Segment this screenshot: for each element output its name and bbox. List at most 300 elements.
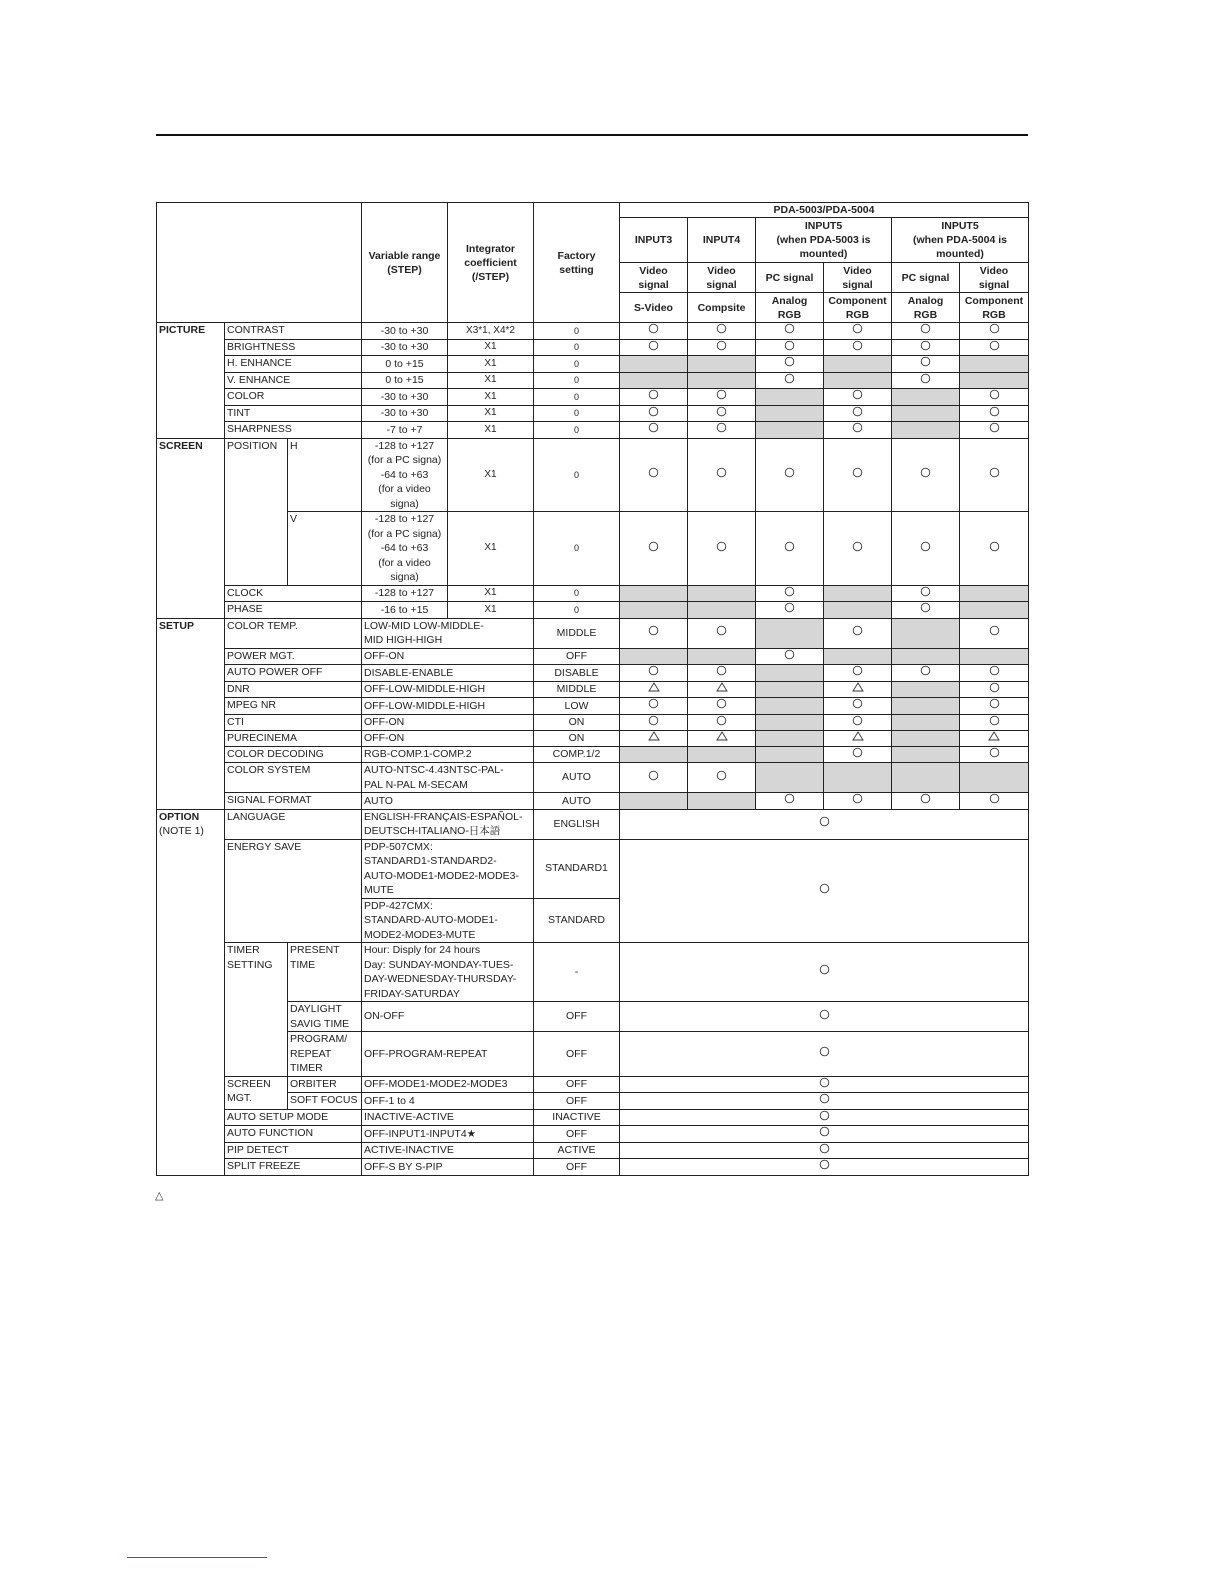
supported-circle-cell (824, 698, 892, 715)
not-applicable-cell (892, 746, 960, 763)
circle-icon (819, 883, 830, 899)
factory-setting: 0 (534, 339, 620, 356)
table-row (157, 1032, 1029, 1077)
supported-circle-cell (824, 405, 892, 422)
not-applicable-cell (756, 746, 824, 763)
all-inputs-circle-cell (620, 1126, 1029, 1143)
circle-icon (989, 665, 1000, 681)
circle-icon (716, 467, 727, 483)
header-model: PDA-5003/PDA-5004 (620, 203, 1029, 218)
supported-circle-cell (824, 389, 892, 406)
supported-circle-cell (892, 602, 960, 619)
variable-range: OFF-ON (362, 648, 534, 665)
integrator-coefficient: X1 (448, 438, 534, 512)
variable-range: OFF-LOW-MIDDLE-HIGH (362, 681, 534, 698)
variable-range: -30 to +30 (362, 405, 448, 422)
circle-icon (920, 467, 931, 483)
factory-setting: 0 (534, 356, 620, 373)
circle-icon (920, 340, 931, 356)
circle-icon (852, 340, 863, 356)
circle-icon (784, 340, 795, 356)
circle-icon (819, 1077, 830, 1093)
circle-icon (852, 698, 863, 714)
supported-circle-cell (620, 618, 688, 648)
supported-circle-cell (620, 422, 688, 439)
integrator-coefficient: X1 (448, 422, 534, 439)
table-row (157, 731, 1029, 747)
table-row (157, 323, 1029, 340)
circle-icon (716, 422, 727, 438)
sub-item-name: ORBITER (288, 1076, 362, 1093)
circle-icon (819, 1126, 830, 1142)
factory-setting: OFF (534, 1093, 620, 1110)
not-applicable-cell (824, 602, 892, 619)
header-input3: INPUT3 (620, 218, 688, 263)
supported-circle-cell (960, 746, 1029, 763)
triangle-icon (852, 731, 864, 746)
supported-circle-cell (620, 714, 688, 731)
section-name: PICTURE (159, 324, 206, 336)
circle-icon (819, 1143, 830, 1159)
not-applicable-cell (892, 763, 960, 793)
not-applicable-cell (620, 602, 688, 619)
not-applicable-cell (892, 681, 960, 698)
variable-range: OFF-LOW-MIDDLE-HIGH (362, 698, 534, 715)
header-signal: PC signal (756, 263, 824, 293)
header-integrator: Integrator coefficient (/STEP) (448, 203, 534, 323)
not-applicable-cell (620, 746, 688, 763)
supported-circle-cell (824, 512, 892, 586)
factory-setting: OFF (534, 1002, 620, 1032)
variable-range: -128 to +127 (362, 585, 448, 602)
circle-icon (648, 770, 659, 786)
supported-circle-cell (892, 339, 960, 356)
factory-setting: AUTO (534, 793, 620, 810)
sub-item-name: DAYLIGHT SAVIG TIME (288, 1002, 362, 1032)
circle-icon (920, 793, 931, 809)
circle-icon (648, 541, 659, 557)
table-row (157, 512, 1029, 586)
integrator-coefficient: X3*1, X4*2 (448, 323, 534, 340)
circle-icon (989, 682, 1000, 698)
table-row (157, 356, 1029, 373)
factory-setting: OFF (534, 648, 620, 665)
supported-circle-cell (756, 438, 824, 512)
header-signal: Video signal (688, 263, 756, 293)
variable-range: OFF-ON (362, 731, 534, 747)
circle-icon (852, 467, 863, 483)
factory-setting: COMP.1/2 (534, 746, 620, 763)
not-applicable-cell (824, 372, 892, 389)
supported-circle-cell (960, 438, 1029, 512)
supported-circle-cell (892, 793, 960, 810)
supported-circle-cell (688, 763, 756, 793)
triangle-icon (648, 682, 660, 697)
table-row (157, 943, 1029, 1002)
all-inputs-circle-cell (620, 839, 1029, 943)
supported-circle-cell (688, 339, 756, 356)
factory-setting: ENGLISH (534, 809, 620, 839)
supported-circle-cell (824, 323, 892, 340)
supported-circle-cell (688, 438, 756, 512)
table-row (157, 339, 1029, 356)
supported-circle-cell (892, 585, 960, 602)
header-type: S-Video (620, 293, 688, 323)
table-row (157, 1109, 1029, 1126)
supported-circle-cell (960, 389, 1029, 406)
all-inputs-circle-cell (620, 1109, 1029, 1126)
circle-icon (716, 406, 727, 422)
circle-icon (920, 541, 931, 557)
factory-setting: 0 (534, 422, 620, 439)
not-applicable-cell (892, 731, 960, 747)
integrator-coefficient: X1 (448, 389, 534, 406)
not-applicable-cell (620, 793, 688, 810)
circle-icon (920, 586, 931, 602)
item-name: POWER MGT. (225, 648, 362, 665)
sub-item-name: PRESENT TIME (288, 943, 362, 1002)
not-applicable-cell (756, 389, 824, 406)
supported-circle-cell (620, 389, 688, 406)
all-inputs-circle-cell (620, 1076, 1029, 1093)
all-inputs-circle-cell (620, 1093, 1029, 1110)
circle-icon (819, 964, 830, 980)
factory-setting: 0 (534, 585, 620, 602)
triangle-icon (648, 731, 660, 746)
sub-item-name: H (288, 438, 362, 512)
circle-icon (989, 406, 1000, 422)
supported-circle-cell (824, 665, 892, 682)
factory-setting: 0 (534, 512, 620, 586)
factory-setting: ON (534, 714, 620, 731)
variable-range: ENGLISH-FRANÇAIS-ESPAÑOL- DEUTSCH-ITALIANO-日本語 (362, 809, 534, 839)
variable-range: -30 to +30 (362, 339, 448, 356)
circle-icon (852, 389, 863, 405)
supported-circle-cell (960, 512, 1029, 586)
variable-range: PDP-507CMX: STANDARD1-STANDARD2- AUTO-MODE1-MODE2-MODE3- MUTE (362, 839, 534, 898)
partial-triangle-cell (824, 681, 892, 698)
circle-icon (920, 602, 931, 618)
top-rule (156, 134, 1028, 136)
supported-circle-cell (756, 372, 824, 389)
circle-icon (716, 770, 727, 786)
circle-icon (920, 373, 931, 389)
supported-circle-cell (688, 323, 756, 340)
variable-range: -30 to +30 (362, 323, 448, 340)
circle-icon (852, 665, 863, 681)
triangle-footnote-icon: △ (155, 1190, 164, 1202)
circle-icon (784, 356, 795, 372)
all-inputs-circle-cell (620, 943, 1029, 1002)
table-row (157, 602, 1029, 619)
corner-cell (157, 203, 362, 323)
circle-icon (989, 467, 1000, 483)
circle-icon (989, 323, 1000, 339)
variable-range: -128 to +127 (for a PC signa) -64 to +63 (for a video signa) (362, 438, 448, 512)
factory-setting: 0 (534, 438, 620, 512)
item-name: V. ENHANCE (225, 372, 362, 389)
item-name: DNR (225, 681, 362, 698)
circle-icon (716, 625, 727, 641)
circle-icon (716, 389, 727, 405)
item-name: SCREEN MGT. (225, 1076, 288, 1109)
item-name: COLOR SYSTEM (225, 763, 362, 793)
not-applicable-cell (620, 648, 688, 665)
supported-circle-cell (824, 438, 892, 512)
settings-table (156, 202, 1029, 1176)
table-row (157, 648, 1029, 665)
header-type: Component RGB (824, 293, 892, 323)
item-name: SPLIT FREEZE (225, 1159, 362, 1176)
not-applicable-cell (756, 698, 824, 715)
not-applicable-cell (756, 422, 824, 439)
table-row (157, 438, 1029, 512)
factory-setting: OFF (534, 1032, 620, 1077)
header-input5-5003: INPUT5 (when PDA-5003 is mounted) (756, 218, 892, 263)
all-inputs-circle-cell (620, 1002, 1029, 1032)
supported-circle-cell (688, 389, 756, 406)
header-factory: Factory setting (534, 203, 620, 323)
not-applicable-cell (892, 405, 960, 422)
circle-icon (989, 340, 1000, 356)
item-name: POSITION (225, 438, 288, 585)
table-row (157, 1002, 1029, 1032)
all-inputs-circle-cell (620, 1142, 1029, 1159)
table-row (157, 839, 1029, 898)
circle-icon (920, 356, 931, 372)
supported-circle-cell (688, 405, 756, 422)
not-applicable-cell (688, 356, 756, 373)
supported-circle-cell (892, 665, 960, 682)
triangle-icon (988, 731, 1000, 746)
circle-icon (784, 649, 795, 665)
circle-icon (648, 467, 659, 483)
circle-icon (852, 406, 863, 422)
circle-icon (819, 1093, 830, 1109)
factory-setting: 0 (534, 389, 620, 406)
circle-icon (784, 586, 795, 602)
circle-icon (989, 541, 1000, 557)
supported-circle-cell (824, 746, 892, 763)
item-name: TINT (225, 405, 362, 422)
variable-range: INACTIVE-ACTIVE (362, 1109, 534, 1126)
supported-circle-cell (756, 648, 824, 665)
factory-setting: 0 (534, 405, 620, 422)
section-label (157, 809, 225, 1175)
circle-icon (648, 698, 659, 714)
supported-circle-cell (620, 698, 688, 715)
circle-icon (819, 1046, 830, 1062)
supported-circle-cell (960, 618, 1029, 648)
variable-range: AUTO-NTSC-4.43NTSC-PAL- PAL N-PAL M-SECAM (362, 763, 534, 793)
circle-icon (989, 747, 1000, 763)
circle-icon (852, 793, 863, 809)
not-applicable-cell (960, 648, 1029, 665)
factory-setting: 0 (534, 372, 620, 389)
circle-icon (989, 389, 1000, 405)
factory-setting: AUTO (534, 763, 620, 793)
triangle-icon (716, 731, 728, 746)
circle-icon (852, 715, 863, 731)
supported-circle-cell (824, 714, 892, 731)
variable-range: OFF-1 to 4 (362, 1093, 534, 1110)
factory-setting: ON (534, 731, 620, 747)
item-name: SHARPNESS (225, 422, 362, 439)
partial-triangle-cell (620, 681, 688, 698)
item-name: H. ENHANCE (225, 356, 362, 373)
circle-icon (784, 541, 795, 557)
header-type: Compsite (688, 293, 756, 323)
header-type: Analog RGB (756, 293, 824, 323)
factory-setting: OFF (534, 1159, 620, 1176)
circle-icon (920, 323, 931, 339)
item-name: TIMER SETTING (225, 943, 288, 1077)
supported-circle-cell (756, 356, 824, 373)
circle-icon (819, 1009, 830, 1025)
table-row (157, 809, 1029, 839)
supported-circle-cell (824, 618, 892, 648)
supported-circle-cell (620, 438, 688, 512)
header-input5-5004: INPUT5 (when PDA-5004 is mounted) (892, 218, 1029, 263)
supported-circle-cell (620, 665, 688, 682)
supported-circle-cell (960, 681, 1029, 698)
variable-range: -128 to +127 (for a PC signa) -64 to +63 (for a video signa) (362, 512, 448, 586)
sub-item-name: SOFT FOCUS (288, 1093, 362, 1110)
variable-range: PDP-427CMX: STANDARD-AUTO-MODE1- MODE2-MODE3-MUTE (362, 898, 534, 943)
supported-circle-cell (824, 793, 892, 810)
supported-circle-cell (960, 665, 1029, 682)
supported-circle-cell (688, 512, 756, 586)
factory-setting: - (534, 943, 620, 1002)
item-name: COLOR TEMP. (225, 618, 362, 648)
variable-range: 0 to +15 (362, 356, 448, 373)
integrator-coefficient: X1 (448, 339, 534, 356)
partial-triangle-cell (620, 731, 688, 747)
factory-setting: INACTIVE (534, 1109, 620, 1126)
not-applicable-cell (688, 585, 756, 602)
circle-icon (784, 373, 795, 389)
variable-range: -30 to +30 (362, 389, 448, 406)
table-row (157, 372, 1029, 389)
triangle-icon (716, 682, 728, 697)
table-row (157, 1159, 1029, 1176)
circle-icon (648, 323, 659, 339)
partial-triangle-cell (688, 681, 756, 698)
not-applicable-cell (756, 665, 824, 682)
circle-icon (784, 323, 795, 339)
variable-range: OFF-S BY S-PIP (362, 1159, 534, 1176)
supported-circle-cell (892, 323, 960, 340)
not-applicable-cell (688, 372, 756, 389)
not-applicable-cell (960, 372, 1029, 389)
supported-circle-cell (960, 405, 1029, 422)
supported-circle-cell (892, 512, 960, 586)
supported-circle-cell (960, 698, 1029, 715)
section-name: SETUP (159, 619, 195, 632)
header-signal: Video signal (960, 263, 1029, 293)
header-signal: Video signal (620, 263, 688, 293)
circle-icon (852, 422, 863, 438)
supported-circle-cell (688, 698, 756, 715)
not-applicable-cell (620, 356, 688, 373)
supported-circle-cell (960, 323, 1029, 340)
supported-circle-cell (688, 422, 756, 439)
section-note: (NOTE 1) (159, 825, 204, 837)
section-name: OPTION (159, 810, 200, 823)
integrator-coefficient: X1 (448, 512, 534, 586)
circle-icon (716, 541, 727, 557)
supported-circle-cell (960, 793, 1029, 810)
factory-setting: DISABLE (534, 665, 620, 682)
variable-range: OFF-MODE1-MODE2-MODE3 (362, 1076, 534, 1093)
integrator-coefficient: X1 (448, 356, 534, 373)
supported-circle-cell (688, 665, 756, 682)
factory-setting: MIDDLE (534, 618, 620, 648)
table-row (157, 681, 1029, 698)
partial-triangle-cell (824, 731, 892, 747)
supported-circle-cell (756, 339, 824, 356)
item-name: COLOR (225, 389, 362, 406)
supported-circle-cell (960, 422, 1029, 439)
supported-circle-cell (620, 763, 688, 793)
circle-icon (648, 665, 659, 681)
supported-circle-cell (824, 422, 892, 439)
triangle-icon (852, 682, 864, 697)
not-applicable-cell (892, 422, 960, 439)
header-signal: Video signal (824, 263, 892, 293)
supported-circle-cell (620, 323, 688, 340)
partial-triangle-cell (688, 731, 756, 747)
supported-circle-cell (756, 602, 824, 619)
factory-setting: MIDDLE (534, 681, 620, 698)
not-applicable-cell (960, 763, 1029, 793)
not-applicable-cell (824, 763, 892, 793)
table-row (157, 763, 1029, 793)
circle-icon (852, 541, 863, 557)
variable-range: RGB-COMP.1-COMP.2 (362, 746, 534, 763)
not-applicable-cell (892, 648, 960, 665)
factory-setting: OFF (534, 1076, 620, 1093)
partial-triangle-cell (960, 731, 1029, 747)
table-body (157, 323, 1029, 1176)
not-applicable-cell (824, 356, 892, 373)
not-applicable-cell (892, 714, 960, 731)
not-applicable-cell (960, 585, 1029, 602)
supported-circle-cell (620, 339, 688, 356)
integrator-coefficient: X1 (448, 585, 534, 602)
circle-icon (784, 602, 795, 618)
variable-range: AUTO (362, 793, 534, 810)
section-label (157, 438, 225, 618)
variable-range: Hour: Disply for 24 hours Day: SUNDAY-MONDAY-TUES- DAY-WEDNESDAY-THURSDAY- FRIDAY-SATURDAY (362, 943, 534, 1002)
not-applicable-cell (756, 618, 824, 648)
circle-icon (852, 625, 863, 641)
supported-circle-cell (892, 356, 960, 373)
supported-circle-cell (960, 714, 1029, 731)
variable-range: OFF-ON (362, 714, 534, 731)
header-variable-range: Variable range (STEP) (362, 203, 448, 323)
not-applicable-cell (892, 698, 960, 715)
supported-circle-cell (756, 512, 824, 586)
not-applicable-cell (688, 648, 756, 665)
supported-circle-cell (756, 585, 824, 602)
supported-circle-cell (688, 714, 756, 731)
section-label (157, 323, 225, 439)
item-name: PURECINEMA (225, 731, 362, 747)
table-row (157, 793, 1029, 810)
table-row (157, 698, 1029, 715)
factory-setting: ACTIVE (534, 1142, 620, 1159)
